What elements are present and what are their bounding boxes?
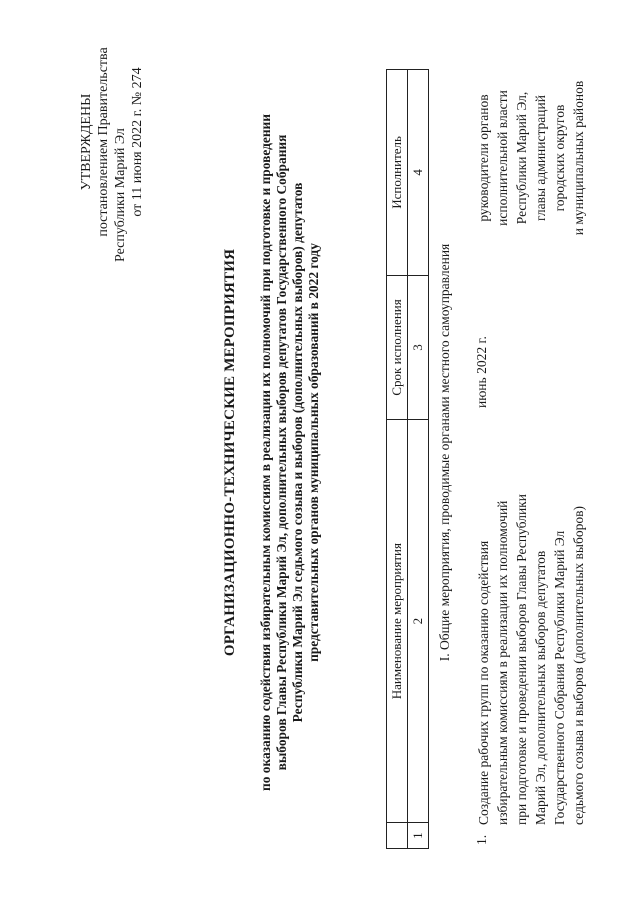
table-number-row [408,70,429,849]
executor-line: главы администраций [533,95,548,221]
document-title: ОРГАНИЗАЦИОННО-ТЕХНИЧЕСКИЕ МЕРОПРИЯТИЯ [222,248,238,657]
item-description [474,450,588,825]
executor-line: и муниципальных районов [571,80,586,236]
subtitle-line: представительных органов муниципальных образований в 2022 году [306,243,321,662]
header-cell-term: Срок исполнения [387,275,408,419]
column-number: 2 [408,420,429,823]
table-header-row [387,70,408,849]
header-cell-name: Наименование мероприятия [387,420,408,823]
item-line: при подготовке и проведении выборов Главы Республики [514,494,529,825]
column-number: 3 [408,275,429,419]
document-subtitle [258,0,322,905]
subtitle-line: выборов Главы Республики Марий Эл, дополнительных выборов депутатов Государственного Собрания [274,134,289,771]
item-line: Государственного Собрания Республики Марий Эл [552,530,567,825]
executor-line: исполнительной власти [495,90,510,226]
approval-line: Республики Марий Эл [113,128,128,262]
approval-date: от 11 июня 2022 г. № 274 [130,67,145,217]
approval-line: постановлением Правительства [96,47,111,237]
item-line: Создание рабочих групп по оказанию содействия [476,540,491,825]
item-term: июнь 2022 г. [474,336,489,408]
approval-stamp [78,0,146,292]
item-executor [474,63,588,253]
column-number: 4 [408,70,429,276]
subtitle-line: по оказанию содействия избирательным комиссиям в реализации их полномочий при подготовке и проведении [258,114,273,791]
section-title: I. Общие мероприятия, проводимые органами местного самоуправления [437,243,452,662]
item-line: седьмого созыва и выборов (дополнительных выборов) [571,506,586,825]
executor-line: городских округов [552,104,567,212]
measures-table-header [386,69,429,849]
item-number: 1. [474,834,489,845]
subtitle-line: Республики Марий Эл седьмого созыва и выборов (дополнительных выборов) депутатов [290,182,305,723]
item-line: избирательным комиссиям в реализации их полномочий [495,500,510,825]
executor-line: руководители органов [476,94,491,222]
approval-title: УТВЕРЖДЕНЫ [79,93,94,191]
header-cell-num [387,823,408,849]
executor-line: Республики Марий Эл, [514,91,529,225]
header-cell-executor: Исполнитель [387,70,408,276]
column-number: 1 [408,823,429,849]
item-line: Марий Эл, дополнительных выборов депутатов [533,550,548,825]
